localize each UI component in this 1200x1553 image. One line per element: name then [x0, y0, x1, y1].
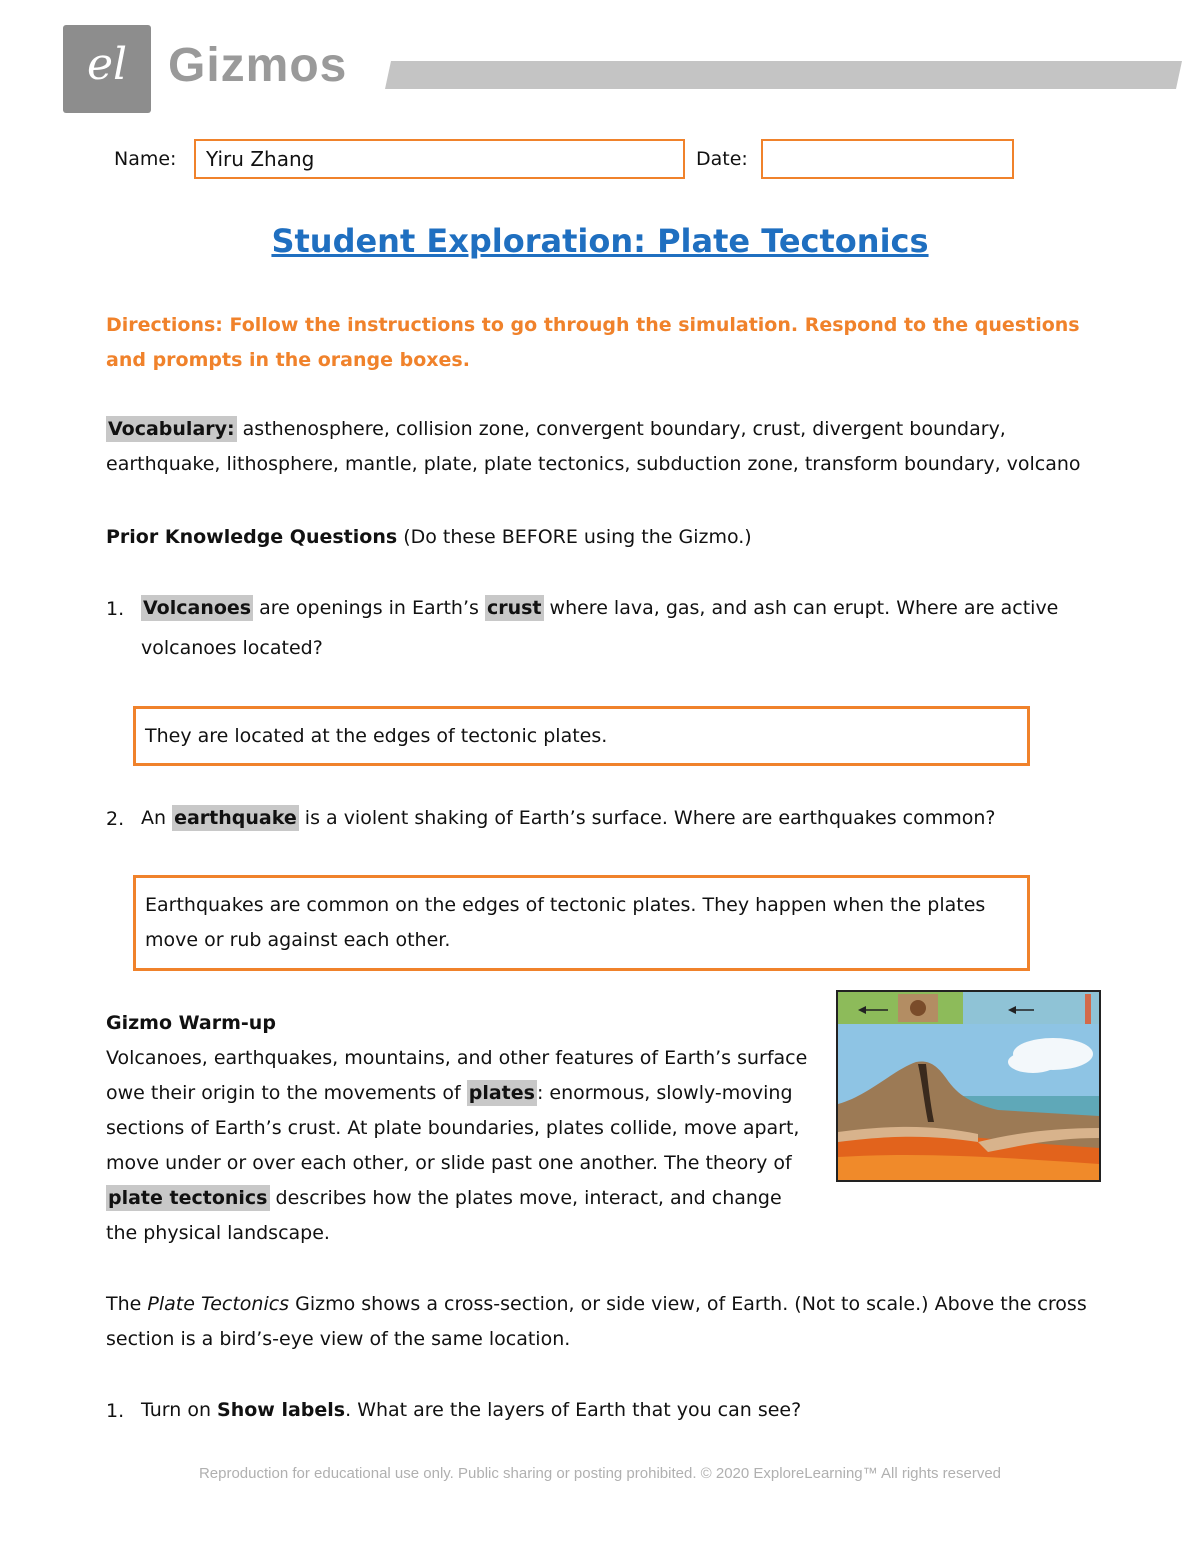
term-earthquake: earthquake	[174, 807, 297, 829]
warmup-text-1: Volcanoes, earthquakes, mountains, and other features of Earth’s surface owe their origin to the movements of	[106, 1047, 808, 1104]
logo-mark-text: el	[86, 39, 128, 90]
activity-1-post: . What are the layers of Earth that you can see?	[345, 1399, 802, 1421]
answer-1-text: They are located at the edges of tectonic plates.	[145, 725, 608, 747]
date-label: Date:	[696, 148, 748, 170]
gizmo-cross-section-image	[836, 990, 1101, 1182]
warmup-text-3: describes how the plates move, interact, and change the physical landscape.	[106, 1187, 782, 1244]
activity-1-pre: Turn on	[141, 1399, 218, 1421]
question-2-part1: is a violent shaking of Earth’s surface. Where are earthquakes common?	[298, 807, 996, 829]
question-1-text	[141, 588, 1081, 668]
prior-knowledge-heading	[106, 520, 1106, 555]
activity-1-number: 1.	[106, 1400, 125, 1422]
answer-2-text: Earthquakes are common on the edges of tectonic plates. They happen when the plates move or rub against each other.	[145, 894, 986, 951]
question-1-part2: where lava, gas, and ash can erupt. Where are active volcanoes located?	[141, 597, 1059, 659]
name-field[interactable]	[194, 139, 685, 179]
footer-copyright: Reproduction for educational use only. Public sharing or posting prohibited. © 2020 ExploreLearning™ All rights reserved	[198, 1465, 1002, 1482]
gizmo-intro-post: Gizmo shows a cross-section, or side view, of Earth. (Not to scale.) Above the cross section is a bird’s-eye view of the same location.	[106, 1293, 1087, 1350]
gizmo-intro	[106, 1287, 1106, 1357]
vocabulary-label: Vocabulary:	[108, 418, 235, 440]
question-2-text	[141, 798, 1081, 838]
term-volcanoes: Volcanoes	[143, 597, 252, 619]
gizmo-name: Plate Tectonics	[147, 1293, 290, 1315]
prior-knowledge-title: Prior Knowledge Questions	[106, 526, 398, 548]
activity-1-text	[141, 1390, 1081, 1430]
warmup-section	[106, 1006, 816, 1251]
question-2-pre: An	[141, 807, 173, 829]
show-labels-term: Show labels	[217, 1399, 346, 1421]
answer-box-1[interactable]	[133, 706, 1030, 766]
name-label: Name:	[114, 148, 177, 170]
warmup-heading: Gizmo Warm-up	[106, 1012, 276, 1034]
header-bar	[385, 61, 1182, 89]
question-1-number: 1.	[106, 598, 125, 620]
cross-section-illustration	[838, 992, 1099, 1180]
question-1-part1: are openings in Earth’s	[253, 597, 485, 619]
gizmo-intro-pre: The	[106, 1293, 148, 1315]
name-value: Yiru Zhang	[206, 147, 315, 171]
brand-logo-mark	[63, 25, 151, 113]
term-plate-tectonics: plate tectonics	[108, 1187, 268, 1209]
answer-box-2[interactable]	[133, 875, 1030, 971]
term-crust: crust	[486, 597, 542, 619]
date-field[interactable]	[761, 139, 1014, 179]
vocabulary-terms: asthenosphere, collision zone, convergent boundary, crust, divergent boundary, earthquake, lithosphere, mantle, plate, plate tectonics, subduction zone, transform boundary, volcano	[106, 418, 1081, 475]
warmup-text	[106, 1041, 816, 1251]
prior-knowledge-note: (Do these BEFORE using the Gizmo.)	[397, 526, 752, 548]
page-title: Student Exploration: Plate Tectonics	[271, 222, 929, 260]
vocabulary	[106, 412, 1106, 482]
directions: Directions: Follow the instructions to go through the simulation. Respond to the questions and prompts in the orange boxes.	[106, 314, 1080, 371]
term-plates: plates	[468, 1082, 535, 1104]
question-2-number: 2.	[106, 808, 125, 830]
warmup-text-2: : enormous, slowly-moving sections of Earth’s crust. At plate boundaries, plates collide, move apart, move under or over each other, or slide past one another. The theory of	[106, 1082, 800, 1174]
brand-name: Gizmos	[168, 39, 348, 92]
